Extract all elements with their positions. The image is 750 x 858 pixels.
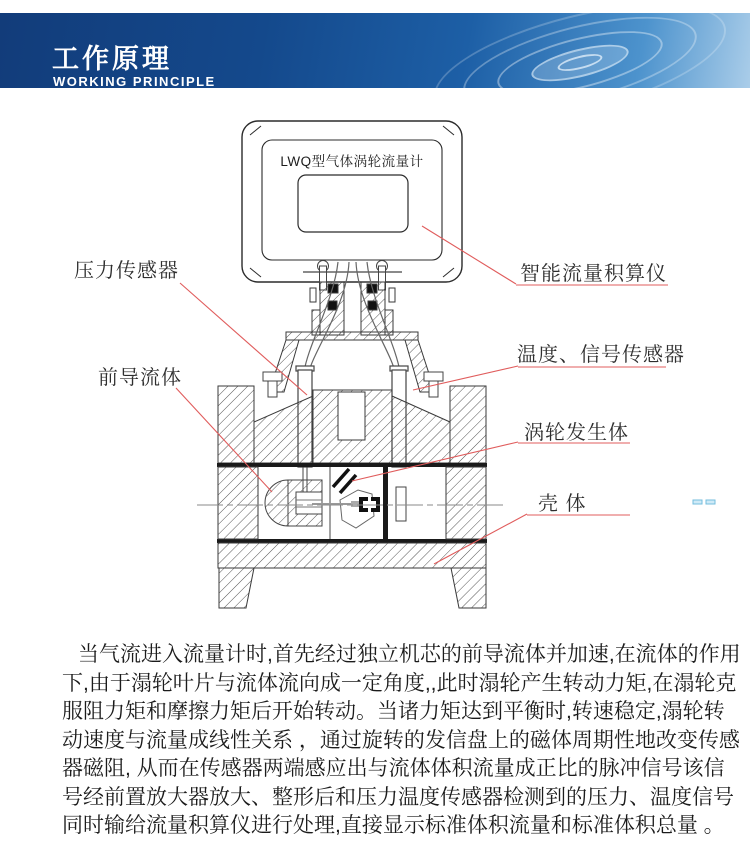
callout-temp-signal-sensor: 温度、信号传感器 <box>517 344 685 366</box>
desc-line: 器磁阻, 从而在传感器两端感应出与流体体积流量成正比的脉冲信号该信 <box>62 757 725 780</box>
bore-top-wall <box>217 463 487 467</box>
pickup-housing <box>396 487 406 521</box>
bottom-flange <box>218 543 486 608</box>
working-principle-text <box>62 641 741 841</box>
desc-line: 下,由于溻轮叶片与流体流向成一定角度,,此时溻轮产生转动力矩,在溻轮克 <box>62 671 737 695</box>
callout-pressure-sensor: 压力传感器 <box>74 260 179 282</box>
desc-line: 动速度与流量成线性关系 ，通过旋转的发信盘上的磁体周期性地改变传感 <box>62 728 740 752</box>
bore-bottom-wall <box>217 539 487 543</box>
callout-flow-computer: 智能流量积算仪 <box>520 263 667 285</box>
callout-turbine-body: 涡轮发生体 <box>524 422 629 444</box>
flange-right <box>446 467 486 539</box>
callout-front-guide: 前导流体 <box>98 367 182 389</box>
flange-left <box>218 467 258 539</box>
page-title: 工作原理 <box>52 44 172 74</box>
neck-assembly <box>310 282 395 335</box>
seal-ring <box>328 301 337 310</box>
blue-dash-artifact <box>693 500 715 504</box>
callout-housing: 壳 体 <box>538 493 587 515</box>
turbine-cartridge <box>312 467 406 539</box>
device-model-label: LWQ型气体涡轮流量计 <box>280 154 424 169</box>
page-subtitle: WORKING PRINCIPLE <box>53 74 216 88</box>
desc-line: 号经前置放大器放大、整形后和压力温度传感器检测到的压力、温度信号 <box>62 785 734 809</box>
desc-line: 同时输给流量积算仪进行处理,直接显示标准体积流量和标准体积总量 。 <box>62 814 725 837</box>
display-head <box>242 121 462 282</box>
meter-body <box>218 386 486 463</box>
desc-line: 当气流进入流量计时,首先经过独立机芯的前导流体并加速,在流体的作用 <box>78 643 741 666</box>
lcd-screen <box>298 175 408 232</box>
desc-line: 服阻力矩和摩擦力矩后开始转动。当诸力矩达到平衡时,转速稳定,溻轮转 <box>62 700 725 723</box>
seal-ring <box>368 301 377 310</box>
